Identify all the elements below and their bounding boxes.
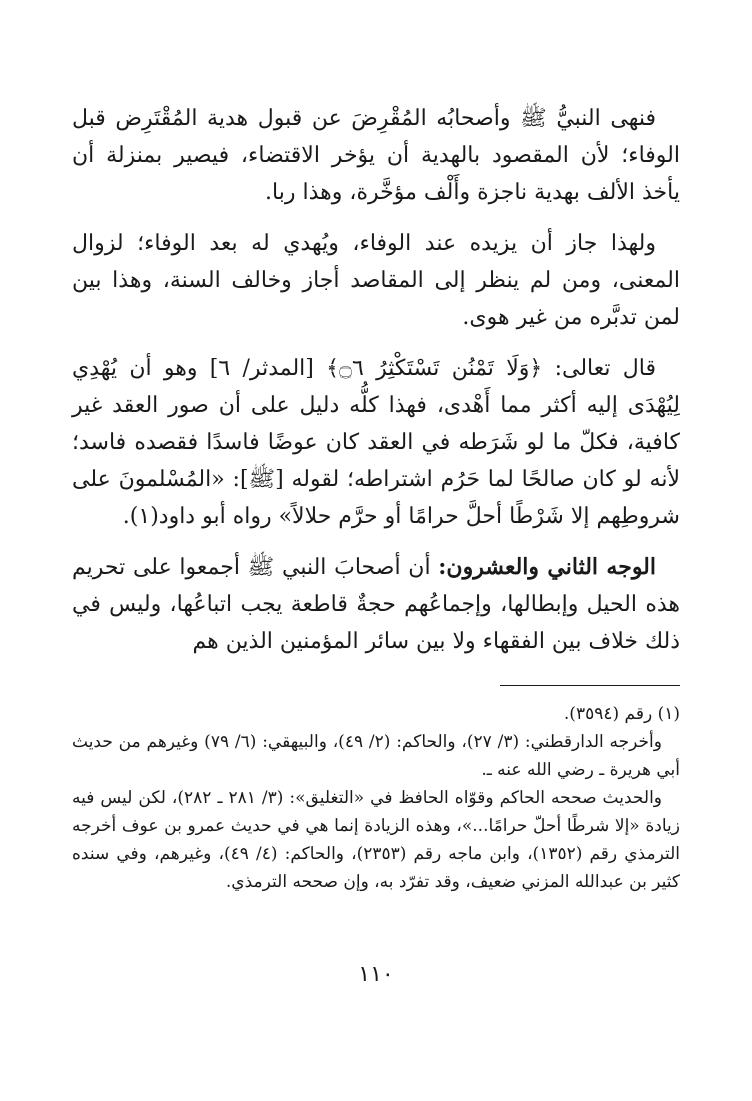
footnotes [72, 700, 680, 896]
page-number: ١١٠ [358, 962, 394, 987]
paragraph-4-text: أن أصحابَ النبي ﷺ أجمعوا على تحريم هذه الحيل وإبطالها، وإجماعُهم حجةٌ قاطعة يجب اتباعُها، وليس في ذلك خلاف بين الفقهاء ولا بين سائر المؤمنين الذين هم [72, 555, 680, 654]
paragraph-2: ولهذا جاز أن يزيده عند الوفاء، ويُهدي له بعد الوفاء؛ لزوال المعنى، ومن لم ينظر إلى المقاصد أجاز وخالف السنة، وهذا بين لمن تدبَّره من غير هوى. [72, 231, 680, 330]
paragraph-1: فنهى النبيُّ ﷺ وأصحابُه المُقْرِضَ عن قبول هدية المُقْتَرِض قبل الوفاء؛ لأن المقصود بالهدية أن يؤخر الاقتضاء، فيصير بمنزلة أن يأخذ الألف بهدية ناجزة وأَلْف مؤخَّرة، وهذا ربا. [72, 106, 680, 205]
paragraph-3: قال تعالى: ﴿وَلَا تَمْنُن تَسْتَكْثِرُ ۝٦﴾ [المدثر/ ٦] وهو أن يُهْدِي لِيُهْدَى إليه أكثر مما أَهْدى، فهذا كلُّه دليل على أن صور العقد غير كافية، فكلّ ما لو شَرَطه في العقد كان عوضًا فاسدًا فقصده فاسد؛ لأنه لو كان صالحًا لما حَرُم اشتراطه؛ لقوله [ﷺ]: «المُسْلمونَ على شروطِهم إلا شَرْطًا أحلَّ حرامًا أو حرَّم حلالاً» رواه أبو داود(١). [72, 356, 680, 529]
footnote-1: (١) رقم (٣٥٩٤). [563, 704, 680, 724]
footnote-grading: والحديث صححه الحاكم وقوّاه الحافظ في «التغليق»: (٣/ ٢٨١ ـ ٢٨٢)، لكن ليس فيه زيادة «إلا شرطًا أحلّ حرامًا...»، وهذه الزيادة إنما هي في حديث عمرو بن عوف أخرجه الترمذي رقم (١٣٥٢)، وابن ماجه رقم (٢٣٥٣)، والحاكم: (٤/ ٤٩)، وغيرهم، وفي سنده كثير بن عبدالله المزني ضعيف، وقد تفرّد به، وإن صححه الترمذي. [72, 788, 680, 892]
paragraph-4 [72, 549, 680, 660]
main-text [72, 100, 680, 674]
section-heading: الوجه الثاني والعشرون: [438, 554, 656, 580]
footnote-sources: وأخرجه الدارقطني: (٣/ ٢٧)، والحاكم: (٢/ ٤٩)، والبيهقي: (٦/ ٧٩) وغيرهم من حديث أبي هريرة ـ رضي الله عنه ـ. [72, 732, 680, 780]
footnote-divider [500, 685, 680, 686]
